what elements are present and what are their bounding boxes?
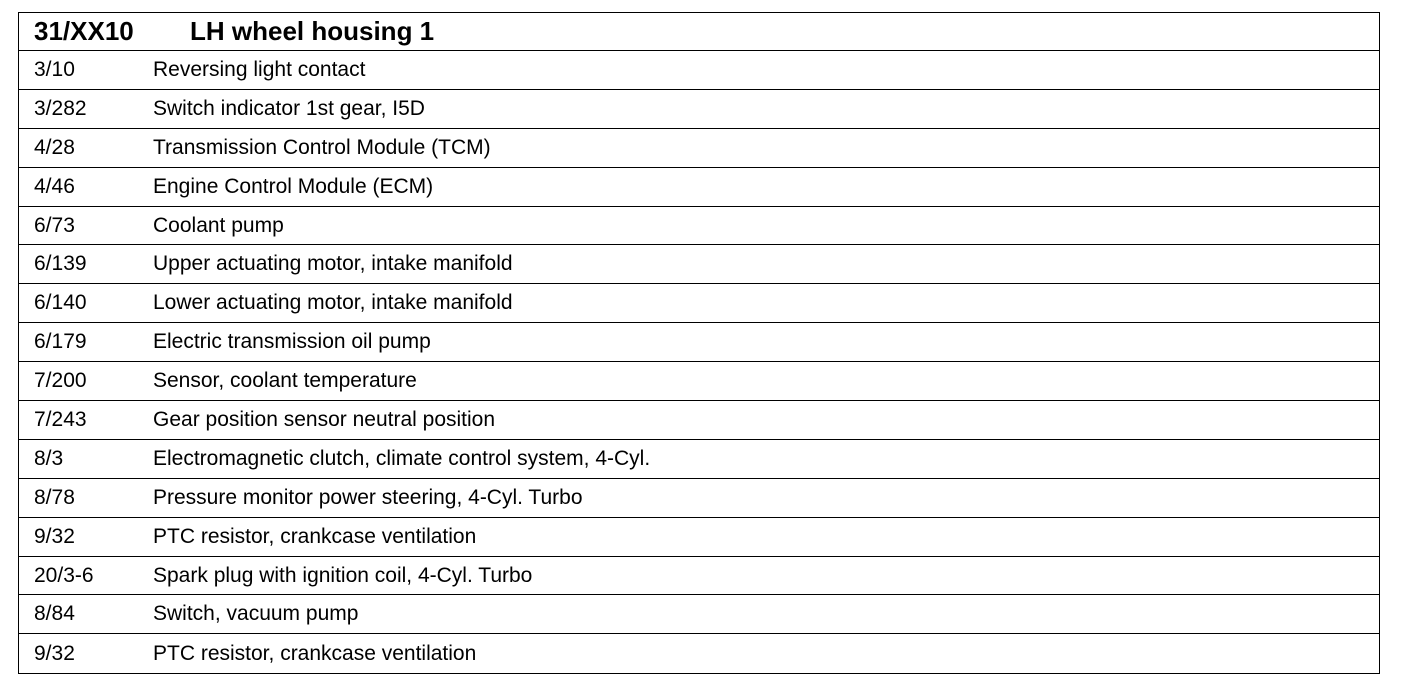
table-row xyxy=(19,90,1379,129)
component-description: Upper actuating motor, intake manifold xyxy=(153,252,513,276)
component-description: Pressure monitor power steering, 4-Cyl. Turbo xyxy=(153,485,583,509)
table-row xyxy=(19,168,1379,207)
component-description: Sensor, coolant temperature xyxy=(153,369,417,393)
table-row xyxy=(19,51,1379,90)
component-code: 20/3-6 xyxy=(34,563,94,587)
component-code: 8/84 xyxy=(34,602,75,626)
table-row xyxy=(19,557,1379,596)
table-row xyxy=(19,207,1379,246)
component-description: Engine Control Module (ECM) xyxy=(153,174,434,198)
component-code: 7/200 xyxy=(34,369,87,393)
connector-location: LH wheel housing 1 xyxy=(190,16,435,46)
table-row xyxy=(19,401,1379,440)
component-code: 8/3 xyxy=(34,446,64,470)
connector-table xyxy=(18,12,1380,674)
component-code: 6/179 xyxy=(34,330,87,354)
component-description: Spark plug with ignition coil, 4-Cyl. Turbo xyxy=(153,563,533,587)
component-description: Lower actuating motor, intake manifold xyxy=(153,291,513,315)
table-row xyxy=(19,440,1379,479)
component-code: 9/32 xyxy=(34,641,75,665)
table-row xyxy=(19,284,1379,323)
table-row xyxy=(19,595,1379,634)
component-description: Switch, vacuum pump xyxy=(153,602,359,626)
component-code: 6/140 xyxy=(34,291,87,315)
table-row xyxy=(19,634,1379,673)
connector-code: 31/XX10 xyxy=(34,16,134,46)
component-code: 6/139 xyxy=(34,252,87,276)
table-row xyxy=(19,129,1379,168)
table-row xyxy=(19,518,1379,557)
component-description: Transmission Control Module (TCM) xyxy=(153,135,491,159)
table-body xyxy=(19,51,1379,673)
component-description: Electric transmission oil pump xyxy=(153,330,431,354)
component-description: Electromagnetic clutch, climate control system, 4-Cyl. xyxy=(153,446,651,470)
component-code: 4/28 xyxy=(34,135,75,159)
table-row xyxy=(19,245,1379,284)
component-description: Gear position sensor neutral position xyxy=(153,407,496,431)
component-description: Coolant pump xyxy=(153,213,284,237)
component-code: 3/10 xyxy=(34,57,75,81)
component-code: 8/78 xyxy=(34,485,75,509)
component-description: PTC resistor, crankcase ventilation xyxy=(153,524,477,548)
table-row xyxy=(19,323,1379,362)
table-row xyxy=(19,362,1379,401)
table-header xyxy=(19,13,1379,51)
component-code: 7/243 xyxy=(34,407,87,431)
table-row xyxy=(19,479,1379,518)
component-code: 3/282 xyxy=(34,96,87,120)
component-code: 9/32 xyxy=(34,524,75,548)
component-code: 4/46 xyxy=(34,174,75,198)
component-description: PTC resistor, crankcase ventilation xyxy=(153,641,477,665)
component-description: Switch indicator 1st gear, I5D xyxy=(153,96,425,120)
component-code: 6/73 xyxy=(34,213,75,237)
component-description: Reversing light contact xyxy=(153,57,366,81)
